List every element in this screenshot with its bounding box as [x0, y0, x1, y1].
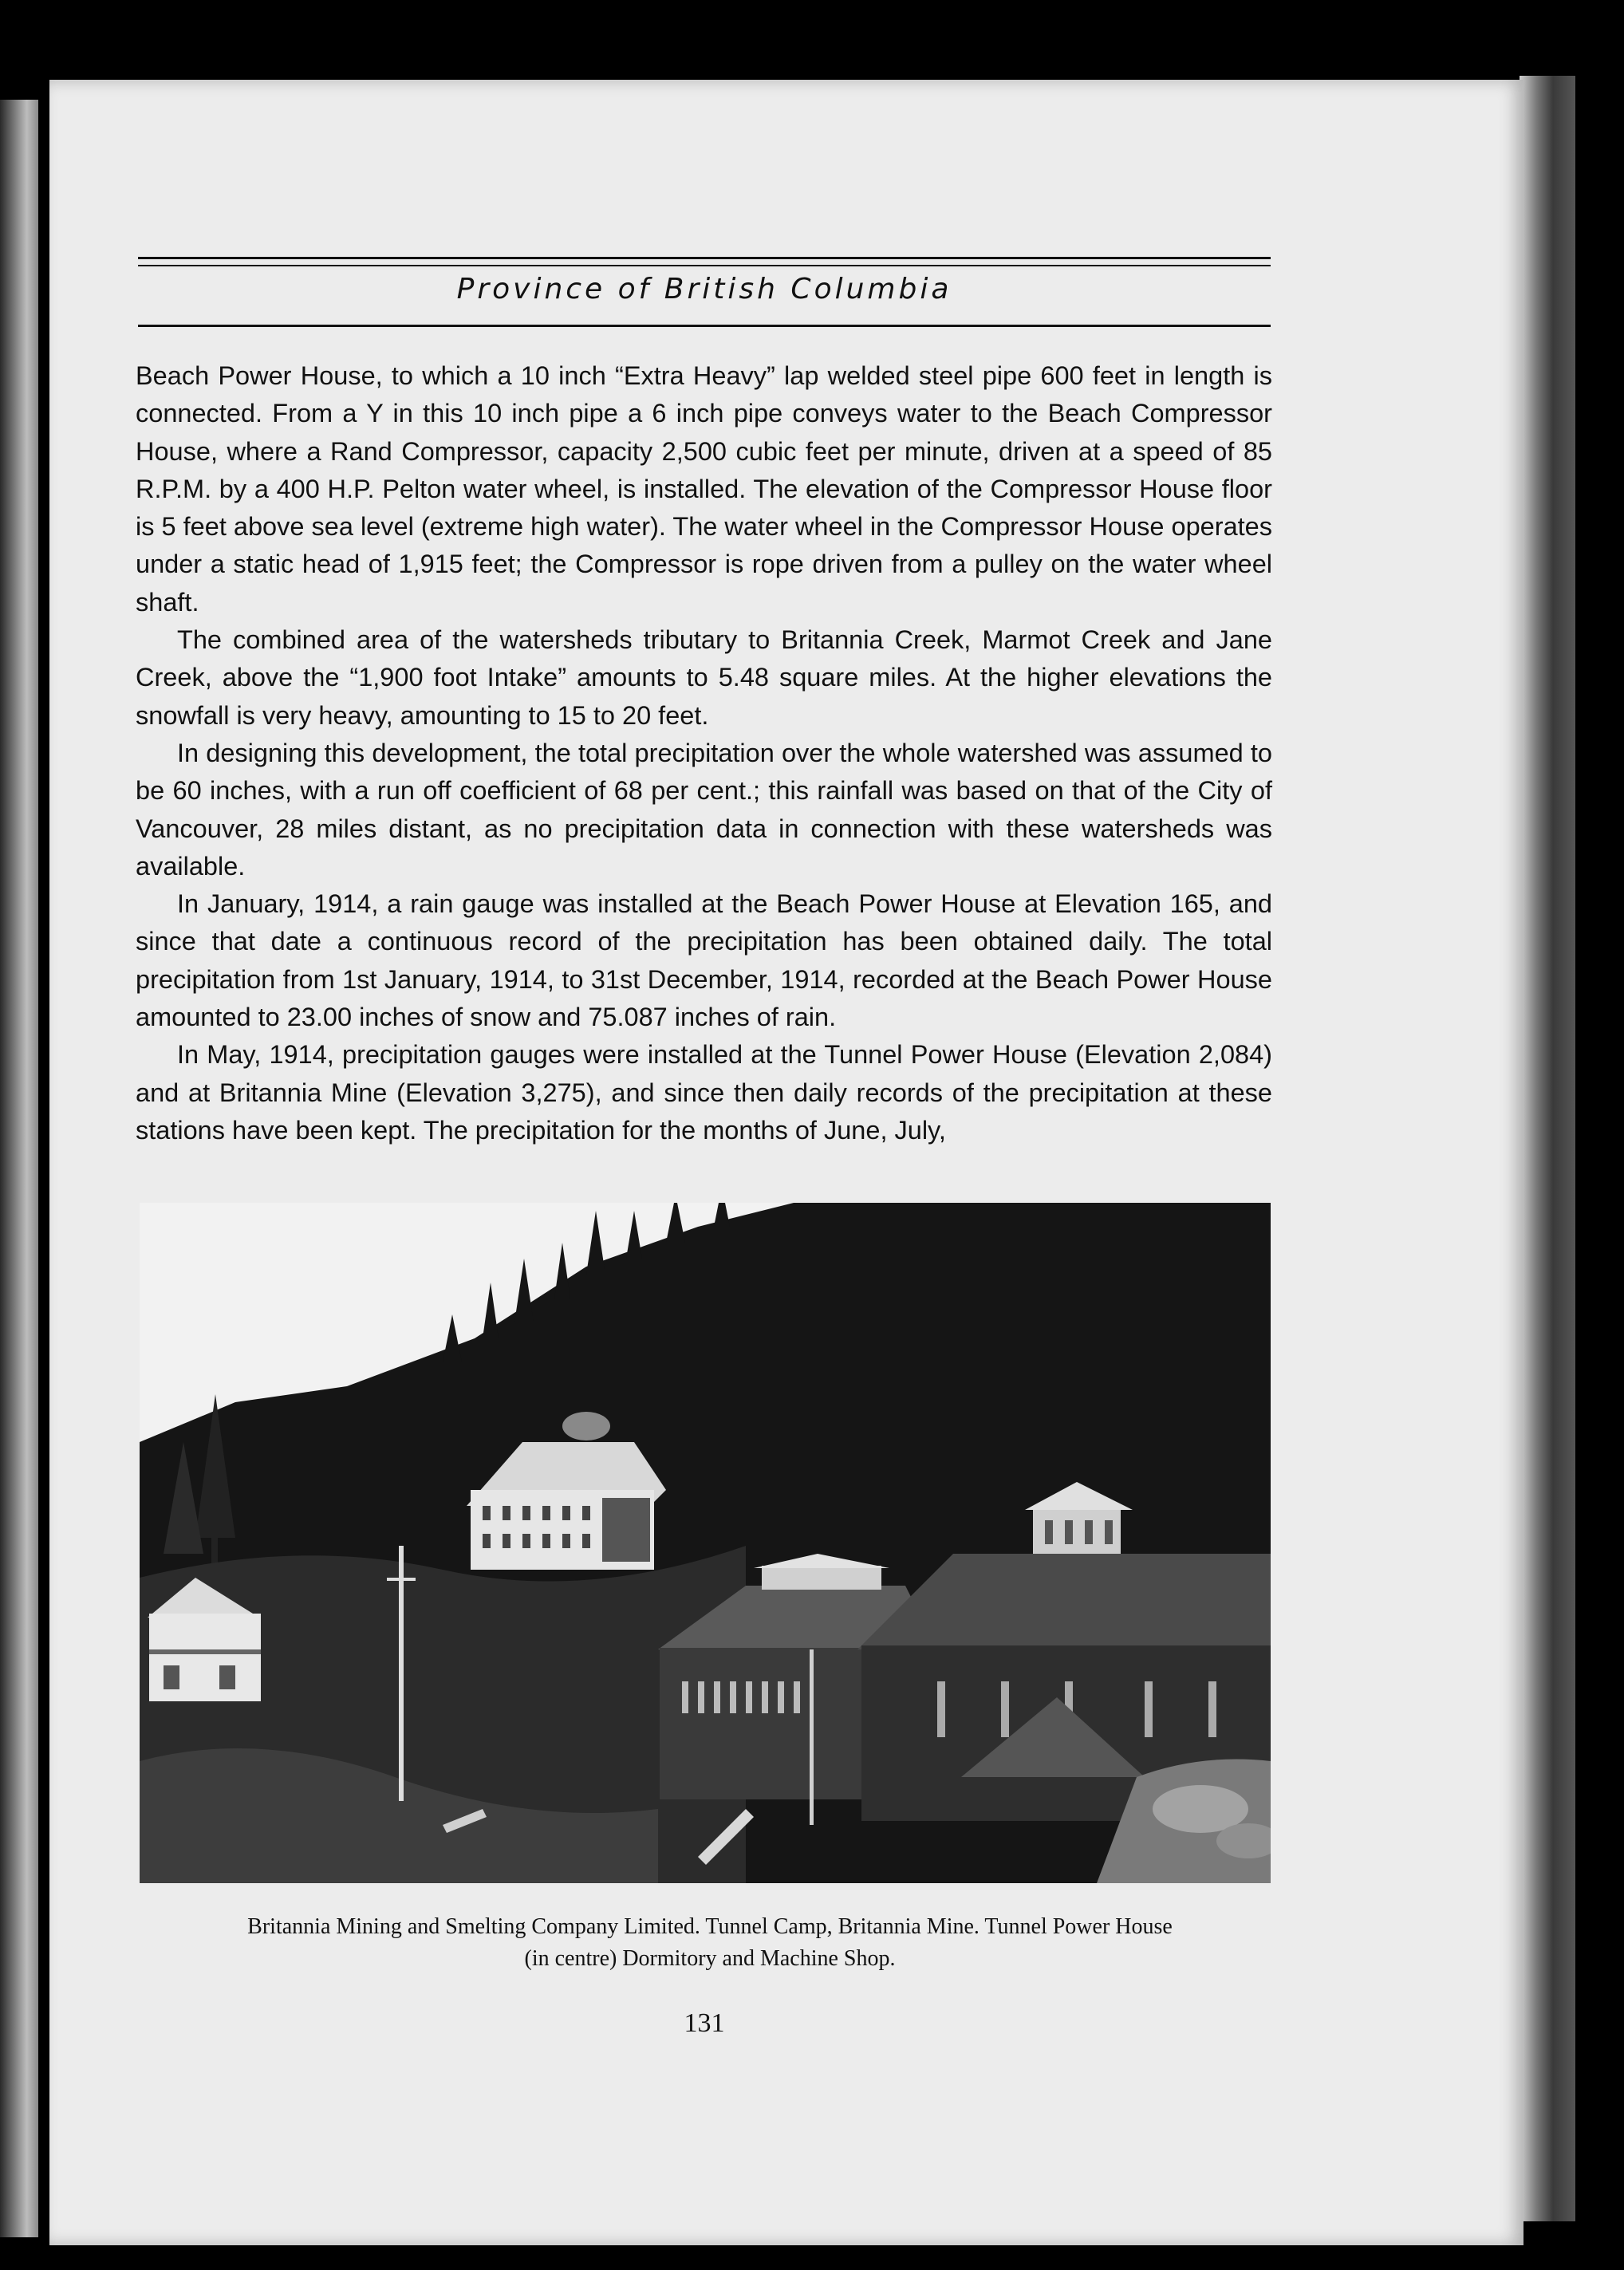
paragraph-1: Beach Power House, to which a 10 inch “Extra Heavy” lap welded steel pipe 600 feet in length is connected. From a Y in this 10 inch pipe a 6 inch pipe conveys water to the Beach Compressor House, where a Rand Compressor, capacity 2,500 cubic feet per minute, driven at a speed of 85 R.P.M. by a 400 H.P. Pelton water wheel, is installed. The elevation of the Compressor House floor is 5 feet above sea level (extreme high water). The water wheel in the Compressor House operates under a static head of 1,915 feet; the Compressor is rope driven from a pulley on the water wheel shaft. [136, 361, 1272, 617]
paragraph-5: In May, 1914, precipitation gauges were installed at the Tunnel Power House (Elevation 2,084) and at Britannia Mine (Elevation 3,275), and since then daily records of the precipitation at these stations have been kept. The precipitation for the months of June, July, [136, 1040, 1272, 1145]
header-rule-bottom [138, 325, 1271, 327]
header-rule-top [138, 257, 1271, 259]
running-head: Province of British Columbia [456, 273, 952, 305]
previous-page-edge [0, 100, 38, 2237]
photo-caption [128, 1911, 1292, 1975]
photograph-tunnel-camp [140, 1203, 1271, 1883]
caption-line-2: (in centre) Dormitory and Machine Shop. [524, 1946, 896, 1971]
paragraph-2: The combined area of the watersheds tributary to Britannia Creek, Marmot Creek and Jane Creek, above the “1,900 foot Intake” amounts to 5.48 square miles. At the higher elevations the snowfall is very heavy, amounting to 15 to 20 feet. [136, 625, 1272, 730]
body-text [136, 357, 1272, 1149]
page-number: 131 [684, 2008, 725, 2038]
book-binding-edge [1520, 76, 1575, 2221]
paragraph-3: In designing this development, the total precipitation over the whole watershed was assumed to be 60 inches, with a run off coefficient of 68 per cent.; this rainfall was based on that of the City of Vancouver, 28 miles distant, as no precipitation data in connection with these watersheds was available. [136, 738, 1272, 881]
header-rule-top-inner [138, 265, 1271, 266]
caption-line-1: Britannia Mining and Smelting Company Limited. Tunnel Camp, Britannia Mine. Tunnel Power House [247, 1914, 1173, 1939]
paragraph-4: In January, 1914, a rain gauge was installed at the Beach Power House at Elevation 165, and since that date a continuous record of the precipitation has been obtained daily. The total precipitation from 1st January, 1914, to 31st December, 1914, recorded at the Beach Power House amounted to 23.00 inches of snow and 75.087 inches of rain. [136, 889, 1272, 1032]
photograph-illustration [140, 1203, 1271, 1883]
